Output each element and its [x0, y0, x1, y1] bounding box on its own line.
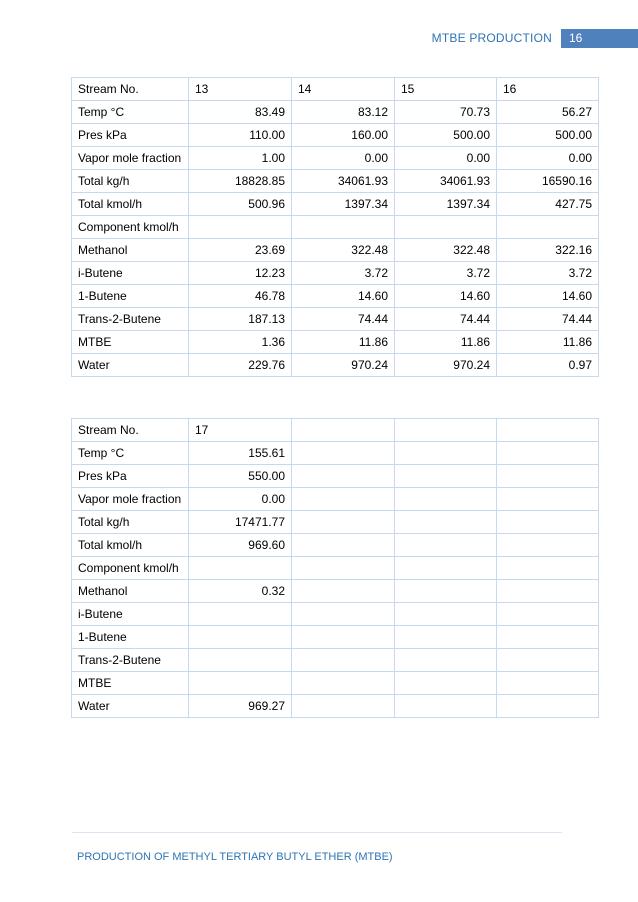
table-row	[72, 511, 599, 534]
cell-value	[395, 580, 497, 603]
table-row	[72, 331, 599, 354]
stream-number: 16	[497, 78, 599, 101]
cell-value: 74.44	[292, 308, 395, 331]
cell-value: 970.24	[292, 354, 395, 377]
cell-value: 3.72	[395, 262, 497, 285]
cell-value	[395, 442, 497, 465]
row-label: Vapor mole fraction	[72, 488, 189, 511]
cell-value: 0.00	[395, 147, 497, 170]
cell-value: 969.60	[189, 534, 292, 557]
stream-label: Stream No.	[72, 419, 189, 442]
cell-value	[189, 603, 292, 626]
cell-value	[497, 465, 599, 488]
stream-number: 13	[189, 78, 292, 101]
cell-value	[292, 216, 395, 239]
table-row	[72, 262, 599, 285]
stream-table-1	[71, 77, 599, 377]
table-row	[72, 649, 599, 672]
cell-value: 322.48	[292, 239, 395, 262]
cell-value: 322.48	[395, 239, 497, 262]
cell-value	[497, 488, 599, 511]
stream-label: Stream No.	[72, 78, 189, 101]
cell-value: 1397.34	[395, 193, 497, 216]
table-row	[72, 672, 599, 695]
stream-header-row	[72, 419, 599, 442]
table-row	[72, 442, 599, 465]
row-label: MTBE	[72, 672, 189, 695]
cell-value: 160.00	[292, 124, 395, 147]
cell-value	[292, 626, 395, 649]
row-label: Temp °C	[72, 442, 189, 465]
table-row	[72, 465, 599, 488]
cell-value	[292, 603, 395, 626]
stream-header-row	[72, 78, 599, 101]
cell-value	[395, 534, 497, 557]
cell-value: 110.00	[189, 124, 292, 147]
cell-value: 56.27	[497, 101, 599, 124]
cell-value	[292, 488, 395, 511]
row-label: Pres kPa	[72, 465, 189, 488]
cell-value: 23.69	[189, 239, 292, 262]
cell-value	[497, 649, 599, 672]
cell-value: 3.72	[497, 262, 599, 285]
table-row	[72, 216, 599, 239]
cell-value: 0.00	[497, 147, 599, 170]
cell-value: 1.00	[189, 147, 292, 170]
cell-value: 74.44	[497, 308, 599, 331]
cell-value	[292, 511, 395, 534]
row-label: Component kmol/h	[72, 216, 189, 239]
cell-value: 70.73	[395, 101, 497, 124]
cell-value: 322.16	[497, 239, 599, 262]
row-label: Total kmol/h	[72, 534, 189, 557]
row-label: Temp °C	[72, 101, 189, 124]
stream-number: 14	[292, 78, 395, 101]
cell-value	[395, 626, 497, 649]
cell-value: 187.13	[189, 308, 292, 331]
cell-value	[497, 216, 599, 239]
cell-value: 34061.93	[292, 170, 395, 193]
cell-value	[395, 216, 497, 239]
row-label: 1-Butene	[72, 285, 189, 308]
cell-value: 1397.34	[292, 193, 395, 216]
table-row	[72, 354, 599, 377]
cell-value: 12.23	[189, 262, 292, 285]
stream-number: 17	[189, 419, 292, 442]
cell-value	[189, 626, 292, 649]
cell-value: 14.60	[395, 285, 497, 308]
cell-value: 969.27	[189, 695, 292, 718]
cell-value: 11.86	[292, 331, 395, 354]
cell-value	[292, 580, 395, 603]
cell-value	[292, 557, 395, 580]
cell-value	[292, 672, 395, 695]
cell-value: 11.86	[497, 331, 599, 354]
row-label: Component kmol/h	[72, 557, 189, 580]
footer-title: PRODUCTION OF METHYL TERTIARY BUTYL ETHER (MTBE)	[77, 851, 393, 863]
table-row	[72, 603, 599, 626]
cell-value	[497, 442, 599, 465]
table-row	[72, 101, 599, 124]
cell-value	[395, 603, 497, 626]
cell-value	[395, 511, 497, 534]
cell-value	[497, 511, 599, 534]
cell-value	[189, 672, 292, 695]
cell-value: 0.32	[189, 580, 292, 603]
row-label: Trans-2-Butene	[72, 649, 189, 672]
cell-value	[497, 534, 599, 557]
cell-value	[395, 465, 497, 488]
cell-value	[292, 465, 395, 488]
stream-number	[292, 419, 395, 442]
cell-value	[395, 695, 497, 718]
cell-value: 74.44	[395, 308, 497, 331]
table-row	[72, 124, 599, 147]
cell-value	[395, 557, 497, 580]
cell-value: 500.00	[395, 124, 497, 147]
cell-value: 14.60	[497, 285, 599, 308]
table-row	[72, 534, 599, 557]
cell-value	[497, 580, 599, 603]
row-label: Total kg/h	[72, 170, 189, 193]
header-title: MTBE PRODUCTION	[431, 31, 552, 45]
cell-value: 46.78	[189, 285, 292, 308]
row-label: Methanol	[72, 239, 189, 262]
table-row	[72, 239, 599, 262]
cell-value: 0.00	[292, 147, 395, 170]
cell-value: 16590.16	[497, 170, 599, 193]
cell-value	[189, 557, 292, 580]
cell-value: 11.86	[395, 331, 497, 354]
row-label: MTBE	[72, 331, 189, 354]
table-row	[72, 626, 599, 649]
stream-number	[497, 419, 599, 442]
row-label: Total kmol/h	[72, 193, 189, 216]
cell-value: 550.00	[189, 465, 292, 488]
row-label: 1-Butene	[72, 626, 189, 649]
cell-value: 1.36	[189, 331, 292, 354]
cell-value	[497, 626, 599, 649]
cell-value	[292, 442, 395, 465]
page-header	[0, 29, 638, 49]
footer-divider	[72, 832, 562, 833]
cell-value	[395, 649, 497, 672]
cell-value	[497, 672, 599, 695]
table-row	[72, 170, 599, 193]
table-row	[72, 285, 599, 308]
cell-value: 83.49	[189, 101, 292, 124]
cell-value	[292, 649, 395, 672]
row-label: Water	[72, 695, 189, 718]
cell-value: 970.24	[395, 354, 497, 377]
cell-value: 83.12	[292, 101, 395, 124]
stream-number: 15	[395, 78, 497, 101]
stream-table-2	[71, 418, 599, 718]
cell-value	[395, 488, 497, 511]
cell-value: 229.76	[189, 354, 292, 377]
row-label: Pres kPa	[72, 124, 189, 147]
cell-value	[292, 534, 395, 557]
row-label: Total kg/h	[72, 511, 189, 534]
table-row	[72, 488, 599, 511]
row-label: Vapor mole fraction	[72, 147, 189, 170]
row-label: Trans-2-Butene	[72, 308, 189, 331]
table-row	[72, 695, 599, 718]
cell-value	[497, 695, 599, 718]
table-row	[72, 308, 599, 331]
cell-value: 18828.85	[189, 170, 292, 193]
cell-value	[189, 216, 292, 239]
table-row	[72, 557, 599, 580]
cell-value	[292, 695, 395, 718]
row-label: Methanol	[72, 580, 189, 603]
page-number: 16	[561, 29, 638, 48]
cell-value: 155.61	[189, 442, 292, 465]
table-row	[72, 580, 599, 603]
row-label: i-Butene	[72, 262, 189, 285]
cell-value	[189, 649, 292, 672]
row-label: i-Butene	[72, 603, 189, 626]
cell-value: 0.97	[497, 354, 599, 377]
table-row	[72, 193, 599, 216]
cell-value: 14.60	[292, 285, 395, 308]
stream-number	[395, 419, 497, 442]
table-row	[72, 147, 599, 170]
cell-value: 500.00	[497, 124, 599, 147]
cell-value: 34061.93	[395, 170, 497, 193]
cell-value: 427.75	[497, 193, 599, 216]
cell-value: 500.96	[189, 193, 292, 216]
row-label: Water	[72, 354, 189, 377]
cell-value: 0.00	[189, 488, 292, 511]
cell-value: 3.72	[292, 262, 395, 285]
cell-value	[497, 557, 599, 580]
cell-value	[395, 672, 497, 695]
cell-value	[497, 603, 599, 626]
cell-value: 17471.77	[189, 511, 292, 534]
